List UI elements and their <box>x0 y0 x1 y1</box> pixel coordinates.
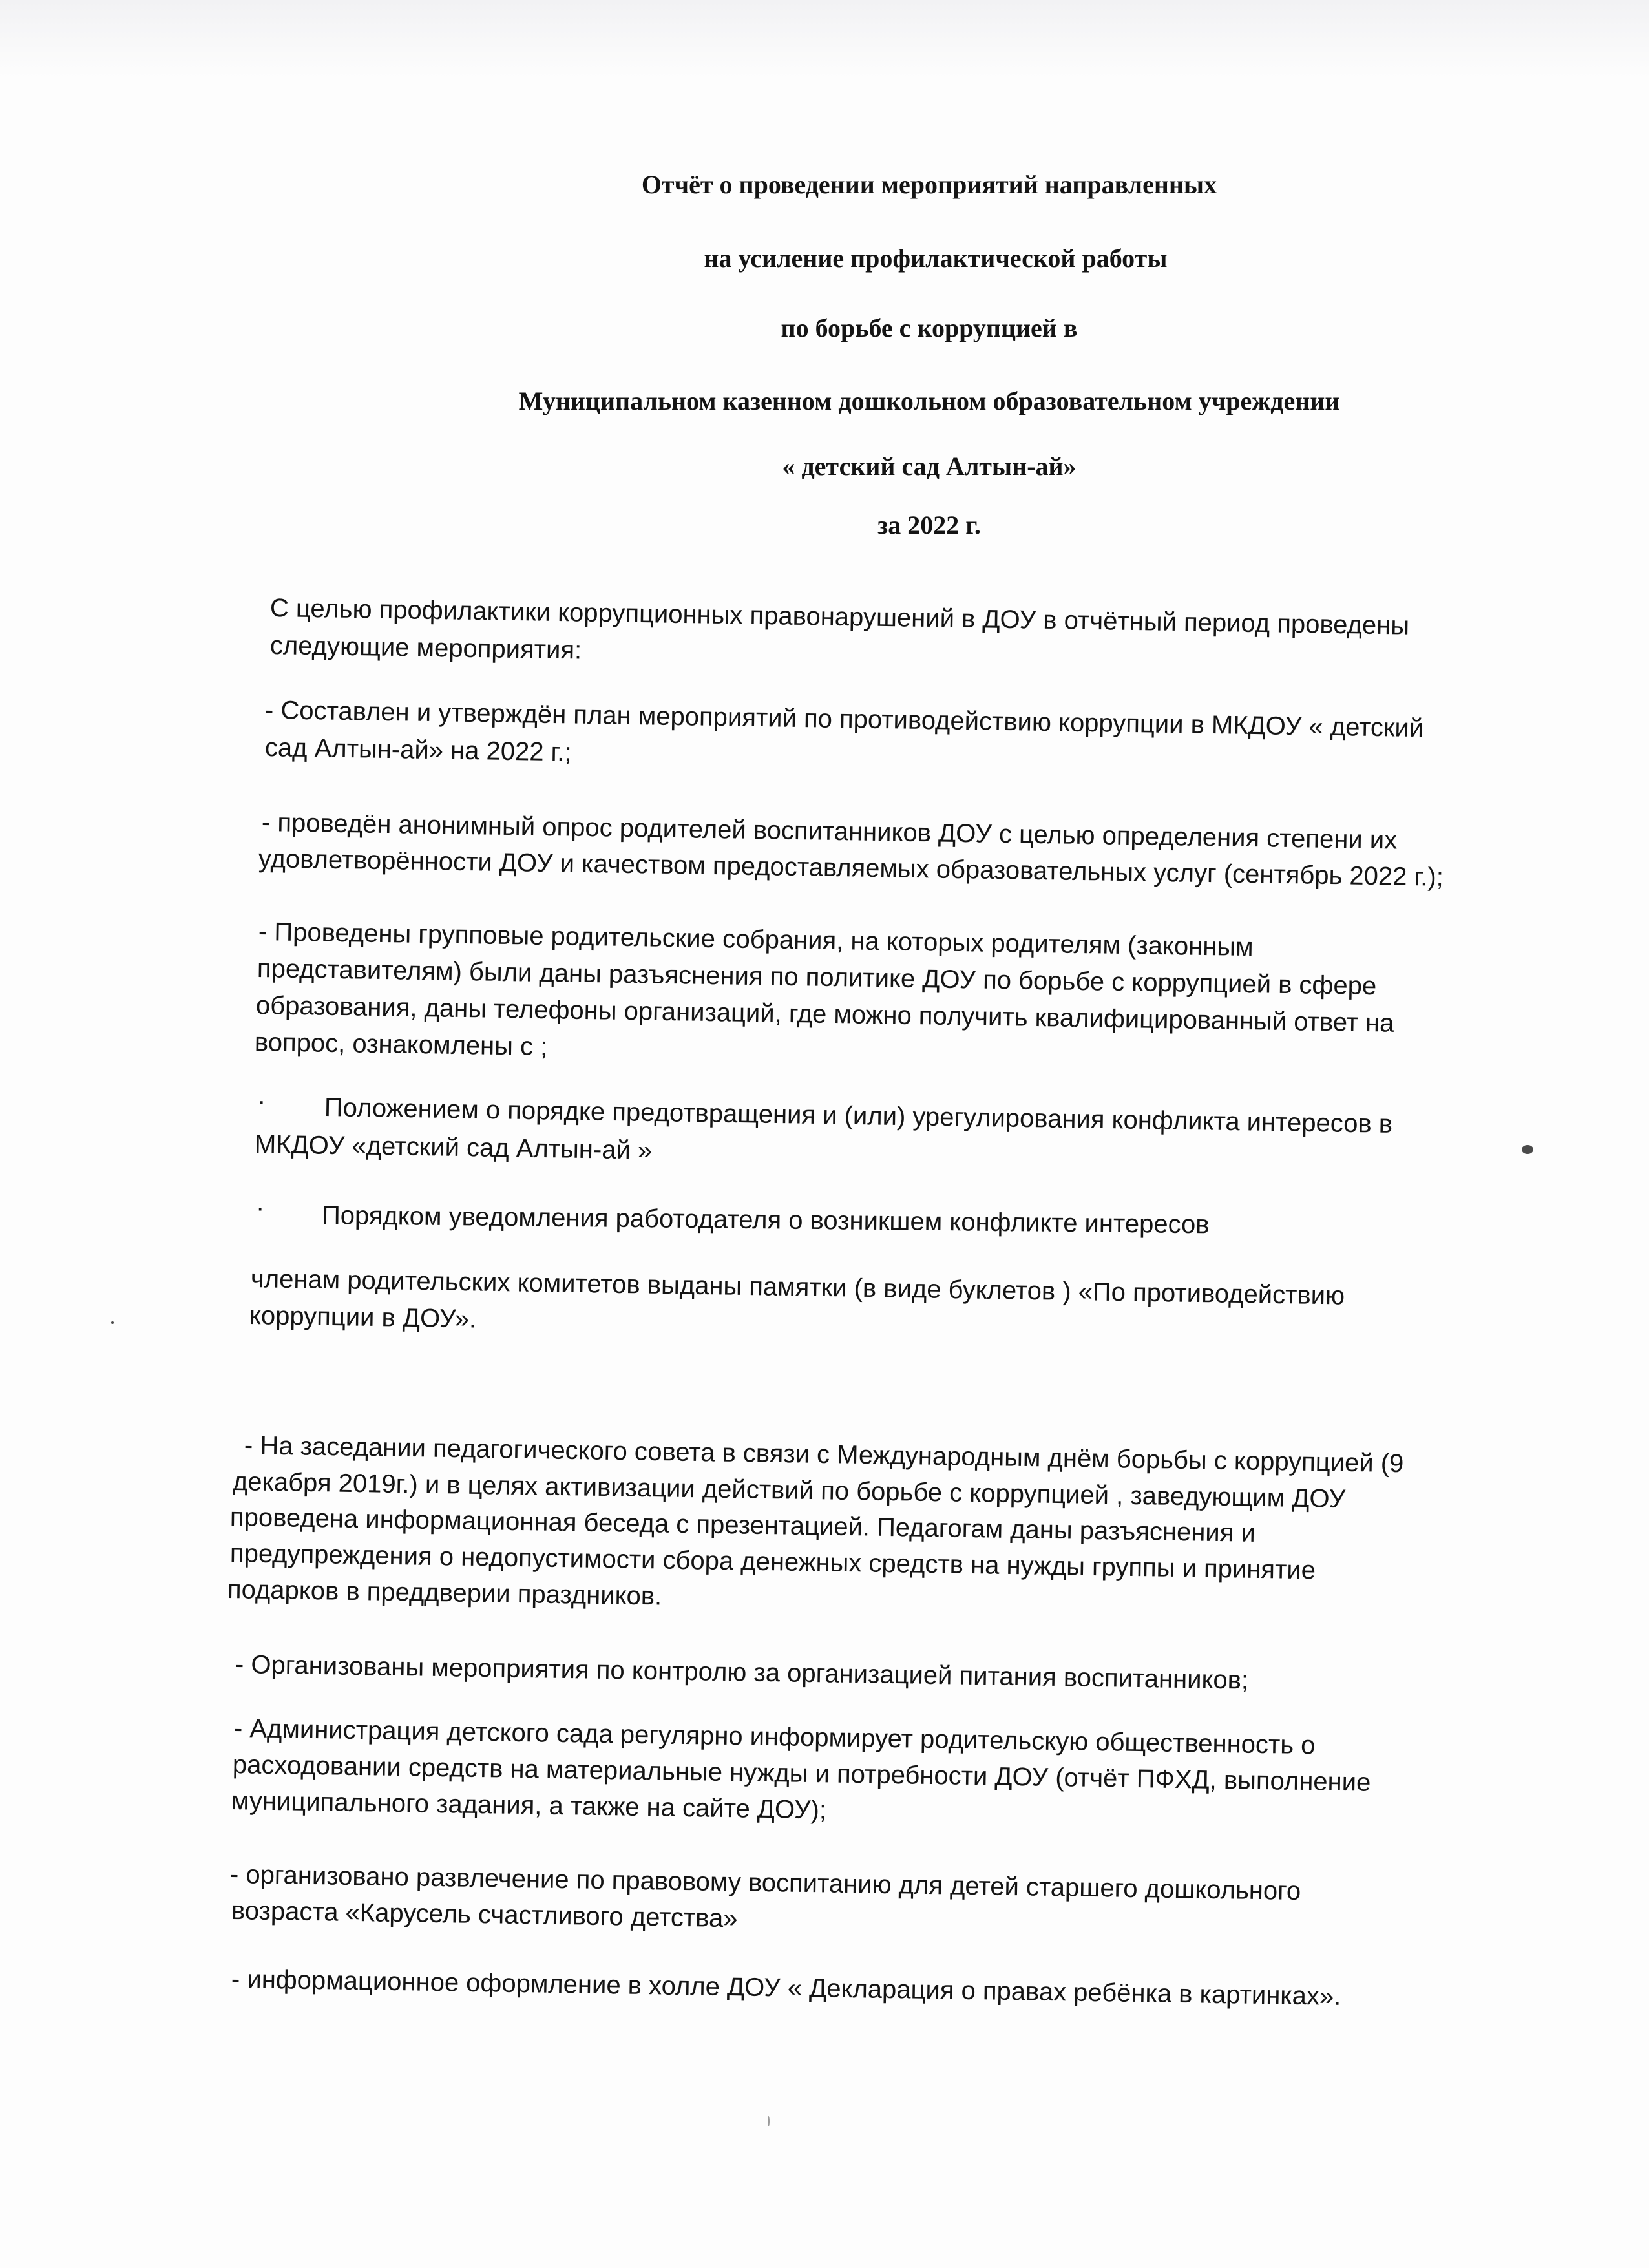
intro-line-1: С целью профилактики коррупционных правонарушений в ДОУ в отчётный период проведены <box>269 594 1410 640</box>
hall-line-1: - информационное оформление в холле ДОУ « Декларация о правах ребёнка в картинках». <box>231 1965 1341 2011</box>
fun-line-1: - организовано развлечение по правовому воспитанию для детей старшего дошкольного <box>229 1860 1301 1906</box>
council-line-5: подарков в преддверии праздников. <box>227 1575 662 1611</box>
memo-line-2: коррупции в ДОУ». <box>249 1301 477 1334</box>
survey-line-2: удовлетворённости ДОУ и качеством предоставляемых образовательных услуг (сентябрь 2022 г.); <box>258 845 1444 892</box>
scan-speck <box>768 2116 770 2126</box>
meetings-line-4: вопрос, ознакомлены с ; <box>254 1028 548 1062</box>
meetings-line-3: образования, даны телефоны организаций, где можно получить квалифицированный ответ на <box>255 991 1394 1038</box>
food-line-1: - Организованы мероприятия по контролю за организацией питания воспитанников; <box>235 1650 1249 1695</box>
survey-line-1: - проведён анонимный опрос родителей воспитанников ДОУ с целью определения степени их <box>261 808 1398 855</box>
admin-line-2: расходовании средств на материальные нужды и потребности ДОУ (отчёт ПФХД, выполнение <box>232 1750 1371 1797</box>
title-line-5: « детский сад Алтын-ай» <box>782 452 1077 481</box>
admin-line-3: муниципального задания, а также на сайте ДОУ); <box>231 1787 827 1825</box>
plan-line-2: сад Алтын-ай» на 2022 г.; <box>264 733 572 767</box>
title-line-1: Отчёт о проведении мероприятий направленных <box>641 170 1217 199</box>
title-line-6: за 2022 г. <box>877 510 981 540</box>
bullet2-line-1: Порядком уведомления работодателя о возникшем конфликте интересов <box>321 1201 1210 1239</box>
council-line-2: декабря 2019г.) и в целях активизации действий по борьбе с коррупцией , заведующим ДОУ <box>232 1467 1346 1514</box>
meetings-line-1: - Проведены групповые родительские собрания, на которых родителям (законным <box>258 918 1254 962</box>
council-line-4: предупреждения о недопустимости сбора денежных средств на нужды группы и принятие <box>229 1539 1316 1585</box>
bullet-marker-2: · <box>256 1193 265 1222</box>
title-line-4: Муниципальном казенном дошкольном образовательном учреждении <box>518 386 1340 415</box>
meetings-line-2: представителям) были даны разъяснения по политике ДОУ по борьбе с коррупцией в сфере <box>257 954 1377 1001</box>
fun-line-2: возраста «Карусель счастливого детства» <box>231 1896 738 1933</box>
council-line-1: - На заседании педагогического совета в связи с Международным днём борьбы с коррупцией (9 <box>244 1431 1404 1478</box>
title-line-3: по борьбе с коррупцией в <box>781 313 1078 342</box>
intro-line-2: следующие мероприятия: <box>269 631 582 665</box>
memo-line-1: членам родительских комитетов выданы памятки (в виде буклетов ) «По противодействию <box>250 1265 1345 1310</box>
bullet1-line-1: Положением о порядке предотвращения и (или) урегулирования конфликта интересов в <box>324 1093 1393 1139</box>
scan-speck <box>1522 1145 1533 1154</box>
bullet-marker-1: · <box>257 1087 266 1115</box>
admin-line-1: - Администрация детского сада регулярно информирует родительскую общественность о <box>233 1714 1316 1760</box>
plan-line-1: - Составлен и утверждён план мероприятий по противодействию коррупции в МКДОУ « детский <box>264 696 1424 743</box>
scan-shadow <box>0 0 1649 78</box>
scan-speck <box>111 1321 114 1324</box>
bullet1-line-2: МКДОУ «детский сад Алтын-ай » <box>254 1130 653 1165</box>
council-line-3: проведена информационная беседа с презентацией. Педагогам даны разъяснения и <box>229 1503 1256 1548</box>
title-line-2: на усиление профилактической работы <box>704 244 1168 273</box>
